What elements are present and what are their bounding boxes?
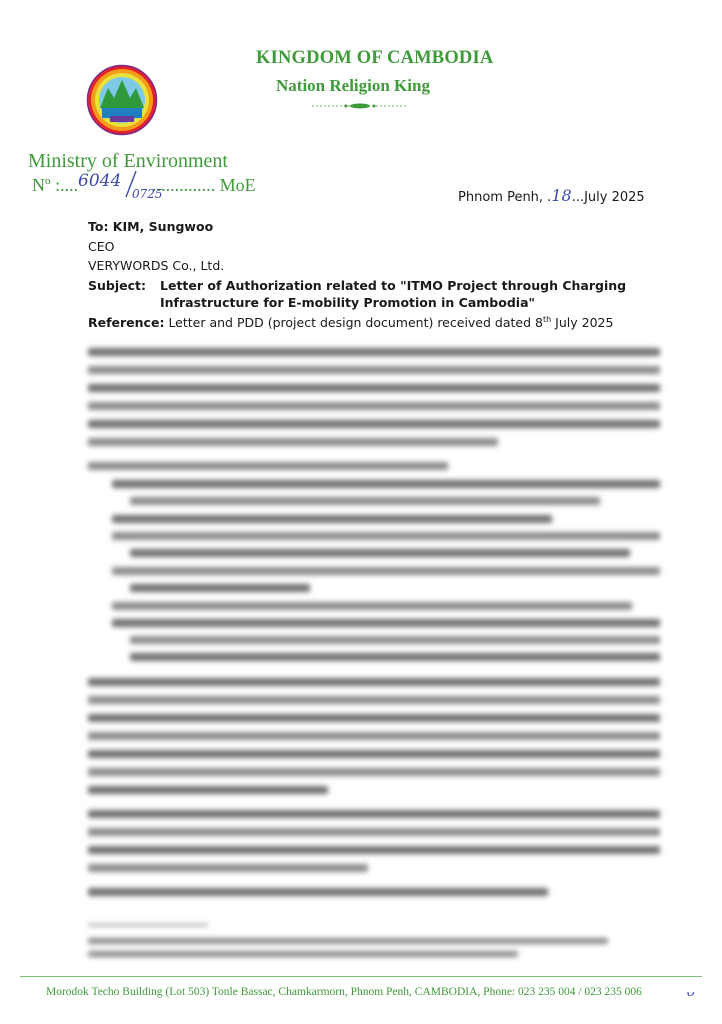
initials-mark: ᴗ — [686, 984, 695, 1000]
date-day-handwritten: 18 — [551, 186, 572, 205]
subject-text: Letter of Authorization related to "ITMO Project through Charging Infrastructure for E-mobility Promotion in Cambodia" — [160, 278, 627, 310]
ministry-name: Ministry of Environment — [28, 150, 228, 172]
ref-handwritten-suffix: 0725 — [132, 187, 163, 201]
footer-address: Morodok Techo Building (Lot 503) Tonle Bassac, Chamkarmorn, Phnom Penh, CAMBODIA, Phone: 023 235 004 / 023 235 006 — [46, 986, 642, 998]
country-heading: KINGDOM OF CAMBODIA — [256, 48, 494, 68]
ref-suffix: .............. MoE — [152, 175, 256, 195]
national-motto: Nation Religion King — [276, 76, 430, 95]
reference-text: Letter and PDD (project design document) received dated 8 — [168, 315, 543, 331]
reference-superscript: th — [542, 315, 552, 324]
reference-label: Reference: — [88, 315, 165, 331]
recipient-name: To: KIM, Sungwoo — [88, 219, 214, 234]
date-prefix: Phnom Penh, . — [458, 190, 552, 205]
ref-handwritten-number: 6044 — [78, 171, 122, 191]
subject-label: Subject: — [88, 278, 146, 293]
reference-text-end: July 2025 — [551, 315, 614, 331]
recipient-title: CEO — [88, 238, 115, 254]
ref-prefix: Nº :.... — [32, 175, 79, 195]
footer-divider — [20, 976, 702, 977]
recipient-company: VERYWORDS Co., Ltd. — [88, 258, 225, 273]
date-suffix: ...July 2025 — [571, 190, 645, 205]
